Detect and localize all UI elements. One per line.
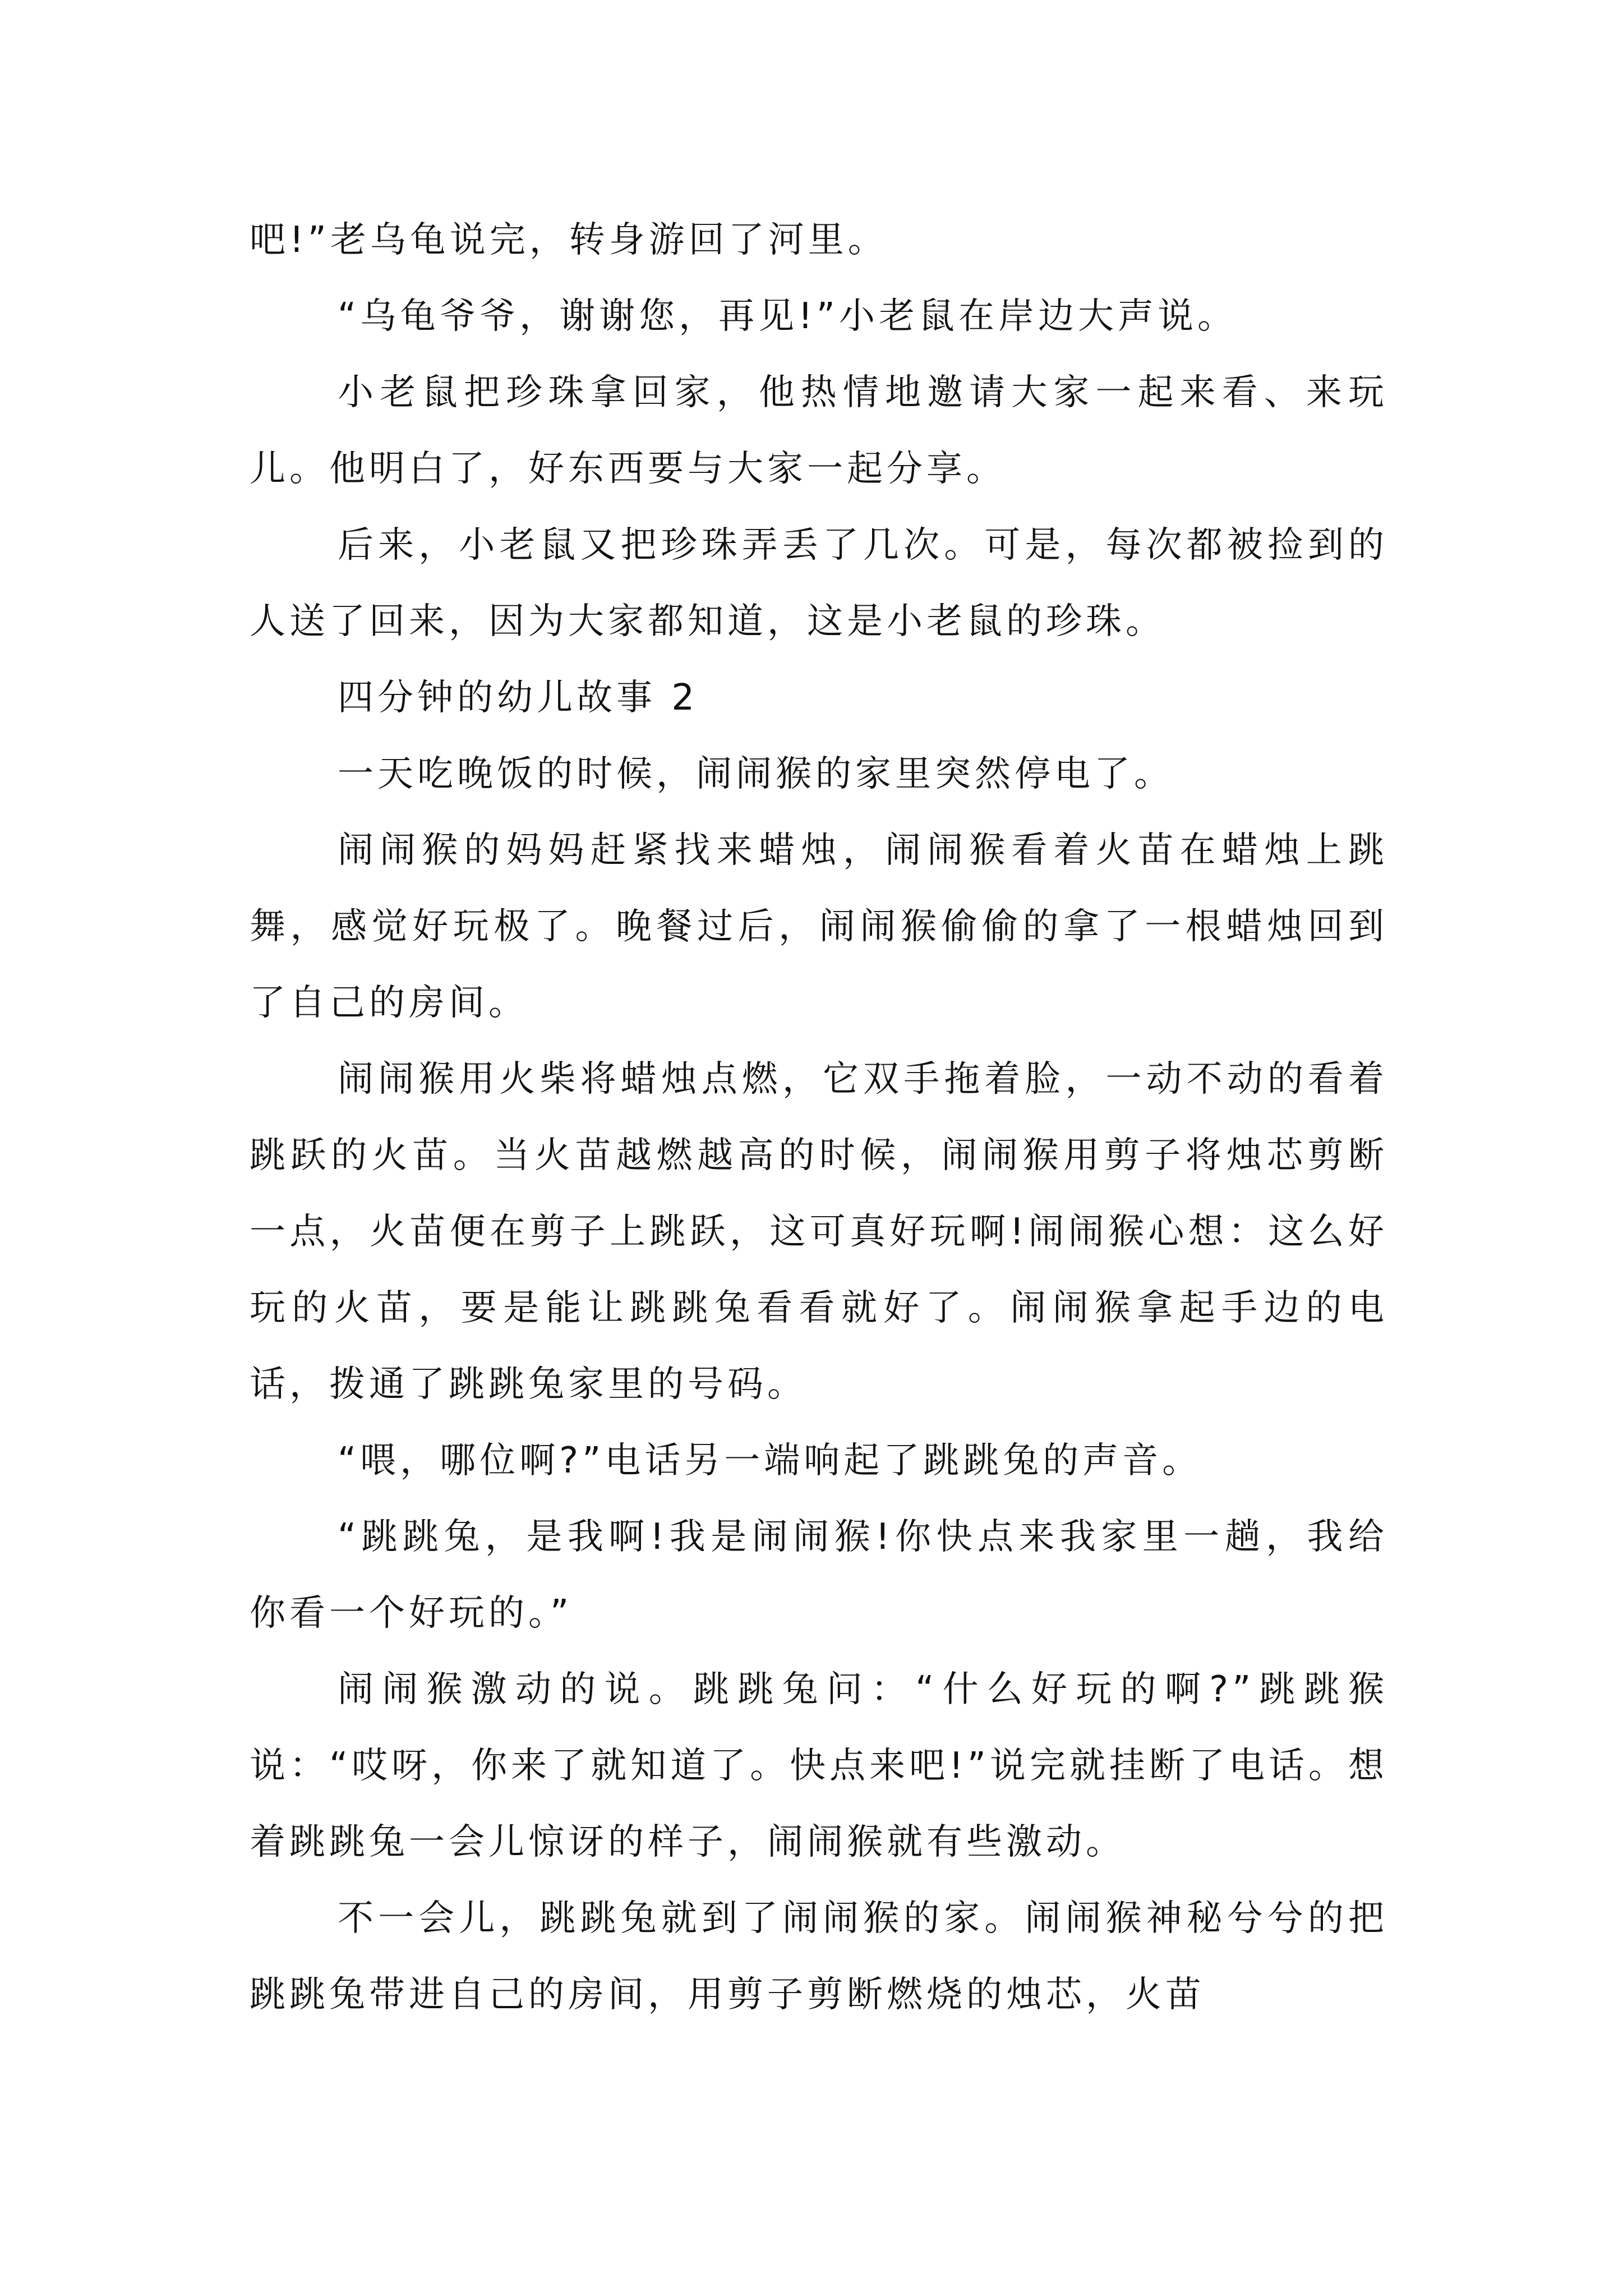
paragraph: 一天吃晚饭的时候，闹闹猴的家里突然停电了。 [338, 753, 1174, 795]
paragraph-continuation: 吧!”老乌龟说完，转身游回了河里。 [250, 219, 888, 261]
paragraph: “跳跳兔，是我啊!我是闹闹猴!你快点来我家里一趟，我给你看一个好玩的。” [250, 1516, 1388, 1634]
paragraph: 不一会儿，跳跳兔就到了闹闹猴的家。闹闹猴神秘兮兮的把跳跳兔带进自己的房间，用剪子剪断燃烧的烛芯，火苗 [250, 1898, 1388, 2016]
paragraph: “乌龟爷爷，谢谢您，再见!”小老鼠在岸边大声说。 [338, 296, 1237, 337]
paragraph: 闹闹猴的妈妈赶紧找来蜡烛，闹闹猴看着火苗在蜡烛上跳舞，感觉好玩极了。晚餐过后，闹闹猴偷偷的拿了一根蜡烛回到了自己的房间。 [250, 830, 1388, 1024]
section-heading: 四分钟的幼儿故事 2 [338, 677, 699, 719]
paragraph: 后来，小老鼠又把珍珠弄丢了几次。可是，每次都被捡到的人送了回来，因为大家都知道，这是小老鼠的珍珠。 [250, 524, 1388, 642]
paragraph: 小老鼠把珍珠拿回家，他热情地邀请大家一起来看、来玩儿。他明白了，好东西要与大家一起分享。 [250, 372, 1388, 490]
paragraph: “喂，哪位啊?”电话另一端响起了跳跳兔的声音。 [338, 1440, 1202, 1481]
paragraph: 闹闹猴激动的说。跳跳兔问：“什么好玩的啊?”跳跳猴说：“哎呀，你来了就知道了。快点来吧!”说完就挂断了电话。想着跳跳兔一会儿惊讶的样子，闹闹猴就有些激动。 [250, 1669, 1388, 1863]
paragraph: 闹闹猴用火柴将蜡烛点燃，它双手拖着脸，一动不动的看着跳跃的火苗。当火苗越燃越高的时候，闹闹猴用剪子将烛芯剪断一点，火苗便在剪子上跳跃，这可真好玩啊!闹闹猴心想：这么好玩的火苗，要是能让跳跳兔看看就好了。闹闹猴拿起手边的电话，拨通了跳跳兔家里的号码。 [250, 1059, 1388, 1405]
document-body [250, 202, 1388, 2033]
